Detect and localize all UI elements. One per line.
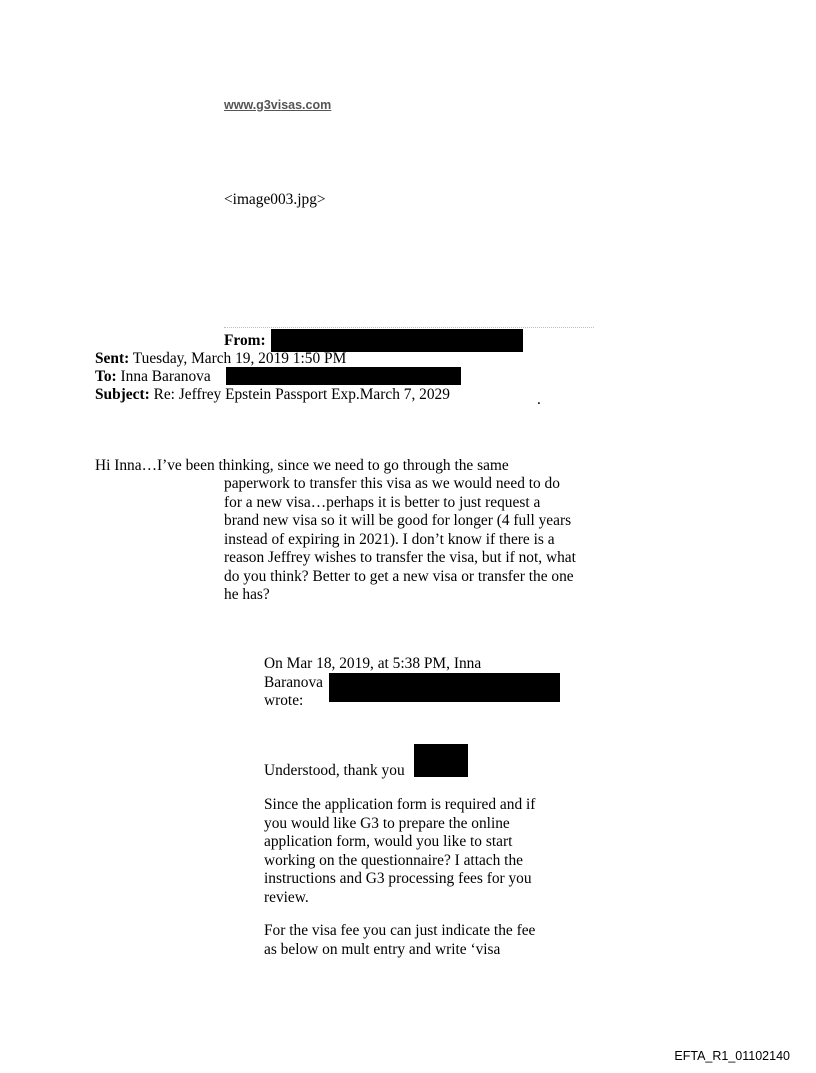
stray-mark: . xyxy=(537,391,541,408)
document-id: EFTA_R1_01102140 xyxy=(674,1049,790,1063)
to-label: To: xyxy=(95,368,117,385)
sent-line xyxy=(95,350,346,369)
paragraph-line: instructions and G3 processing fees for you xyxy=(264,870,532,887)
redaction-email xyxy=(329,673,560,702)
sent-label: Sent: xyxy=(95,350,130,367)
attribution-line: wrote: xyxy=(264,692,304,709)
reply-line: paperwork to transfer this visa as we would need to do xyxy=(224,475,560,492)
paragraph-line: For the visa fee you can just indicate the fee xyxy=(264,922,536,939)
paragraph-line: you would like G3 to prepare the online xyxy=(264,814,510,832)
to-line xyxy=(95,368,211,387)
sent-value: Tuesday, March 19, 2019 1:50 PM xyxy=(132,350,347,367)
reply-line: he has? xyxy=(224,586,270,603)
quoted-paragraph-2 xyxy=(264,922,535,959)
reply-line: reason Jeffrey wishes to transfer the visa, but if not, what xyxy=(224,549,576,566)
reply-first-line: Hi Inna…I’ve been thinking, since we need to go through the same xyxy=(95,457,509,474)
paragraph-line: working on the questionnaire? I attach the xyxy=(264,851,523,869)
quoted-paragraph-1 xyxy=(264,796,535,907)
reply-line: instead of expiring in 2021). I don’t know if there is a xyxy=(224,530,555,548)
image-placeholder: <image003.jpg> xyxy=(224,191,326,208)
header-divider xyxy=(224,327,594,328)
subject-line xyxy=(95,386,450,405)
to-value: Inna Baranova xyxy=(120,368,211,385)
reply-line: do you think? Better to get a new visa or transfer the one xyxy=(224,567,574,585)
reply-line: brand new visa so it will be good for longer (4 full years xyxy=(224,512,572,529)
quoted-greeting: Understood, thank you xyxy=(264,762,405,779)
redaction-to xyxy=(226,367,461,385)
reply-body xyxy=(224,475,604,605)
subject-value: Re: Jeffrey Epstein Passport Exp.March 7, 2029 xyxy=(153,386,450,403)
from-line xyxy=(224,332,266,351)
paragraph-line: application form, would you like to start xyxy=(264,833,513,850)
subject-label: Subject: xyxy=(95,386,150,403)
website-link[interactable]: www.g3visas.com xyxy=(224,98,332,112)
redaction-from xyxy=(271,329,523,352)
paragraph-line: as below on mult entry and write ‘visa xyxy=(264,940,501,958)
attribution-line: Baranova xyxy=(264,673,323,691)
paragraph-line: review. xyxy=(264,888,309,906)
attribution-line: On Mar 18, 2019, at 5:38 PM, Inna xyxy=(264,655,482,672)
paragraph-line: Since the application form is required and if xyxy=(264,796,536,813)
redaction-name xyxy=(414,744,468,777)
from-label: From: xyxy=(224,332,266,349)
reply-line: for a new visa…perhaps it is better to just request a xyxy=(224,493,541,511)
